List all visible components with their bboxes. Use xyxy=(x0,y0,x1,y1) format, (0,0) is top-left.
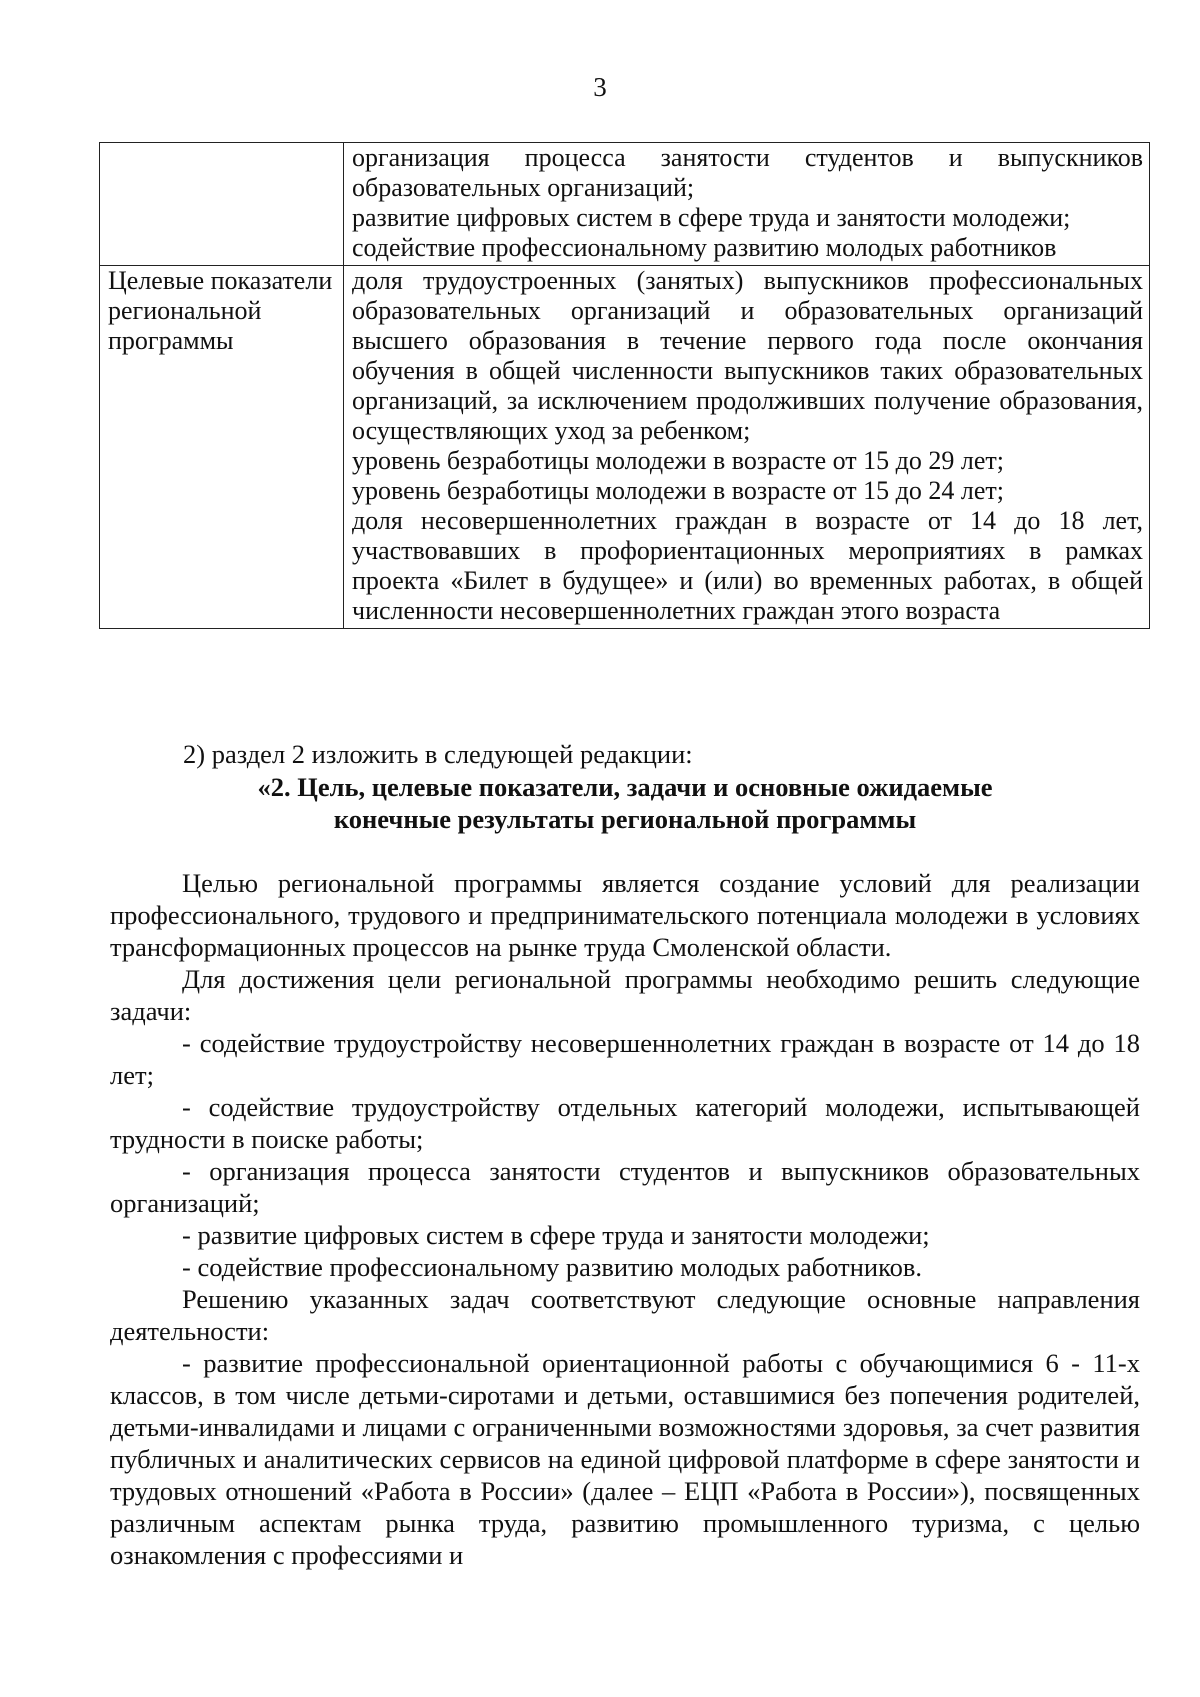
section-heading-line: «2. Цель, целевые показатели, задачи и основные ожидаемые xyxy=(257,772,993,802)
table-cell-content xyxy=(344,266,1150,629)
table-cell-line: содействие профессиональному развитию молодых работников xyxy=(352,233,1057,262)
paragraph: - содействие профессиональному развитию молодых работников. xyxy=(182,1252,922,1282)
row-label: Целевые показатели региональной программы xyxy=(108,266,333,355)
table-cell-content xyxy=(344,143,1150,266)
amendment-line: 2) раздел 2 изложить в следующей редакции: xyxy=(183,739,693,769)
paragraph: - содействие трудоустройству несовершеннолетних граждан в возрасте от 14 до 18 лет; xyxy=(110,1028,1140,1090)
paragraph: Решению указанных задач соответствуют следующие основные направления деятельности: xyxy=(110,1284,1140,1346)
paragraph: - организация процесса занятости студентов и выпускников образовательных организаций; xyxy=(110,1156,1140,1218)
program-passport-table xyxy=(99,142,1150,629)
paragraph: - развитие профессиональной ориентационной работы с обучающимися 6 - 11-х классов, в том числе детьми-сиротами и детьми, оставшимися без попечения родителей, детьми-инвалидами и лицами с ограниченными возможностями здоровья, за счет развития публичных и аналитических сервисов на единой цифровой платформе в сфере занятости и трудовых отношений «Работа в России» (далее – ЕЦП «Работа в России»), посвященных различным аспектам рынка труда, развитию промышленного туризма, с целью ознакомления с профессиями и xyxy=(110,1348,1140,1570)
table-cell-line: доля трудоустроенных (занятых) выпускников профессиональных образовательных организаций и образовательных организаций высшего образования в течение первого года после окончания обучения в общей численности выпускников таких образовательных организаций, за исключением продолживших получение образования, осуществляющих уход за ребенком; xyxy=(352,266,1143,445)
section-body xyxy=(110,867,1140,1571)
paragraph: Целью региональной программы является создание условий для реализации профессионального, трудового и предпринимательского потенциала молодежи в условиях трансформационных процессов на рынке труда Смоленской области. xyxy=(110,868,1140,962)
section-heading xyxy=(110,771,1140,835)
paragraph: - развитие цифровых систем в сфере труда и занятости молодежи; xyxy=(182,1220,930,1250)
table-cell-label xyxy=(100,266,344,629)
table-cell-line: развитие цифровых систем в сфере труда и занятости молодежи; xyxy=(352,203,1071,232)
table-cell-line: организация процесса занятости студентов и выпускников образовательных организаций; xyxy=(352,143,1143,202)
section-heading-line: конечные результаты региональной программы xyxy=(333,804,917,834)
table-cell-line: доля несовершеннолетних граждан в возрасте от 14 до 18 лет, участвовавших в профориентационных мероприятиях в рамках проекта «Билет в будущее» и (или) во временных работах, в общей численности несовершеннолетних граждан этого возраста xyxy=(352,506,1143,625)
page-number: 3 xyxy=(593,72,607,102)
paragraph: - содействие трудоустройству отдельных категорий молодежи, испытывающей трудности в поиске работы; xyxy=(110,1092,1140,1154)
paragraph: Для достижения цели региональной программы необходимо решить следующие задачи: xyxy=(110,964,1140,1026)
table-cell-line: уровень безработицы молодежи в возрасте от 15 до 29 лет; xyxy=(352,446,1004,475)
table-cell-label xyxy=(100,143,344,266)
table-row xyxy=(100,143,1150,266)
table-cell-line: уровень безработицы молодежи в возрасте от 15 до 24 лет; xyxy=(352,476,1004,505)
table-row xyxy=(100,266,1150,629)
